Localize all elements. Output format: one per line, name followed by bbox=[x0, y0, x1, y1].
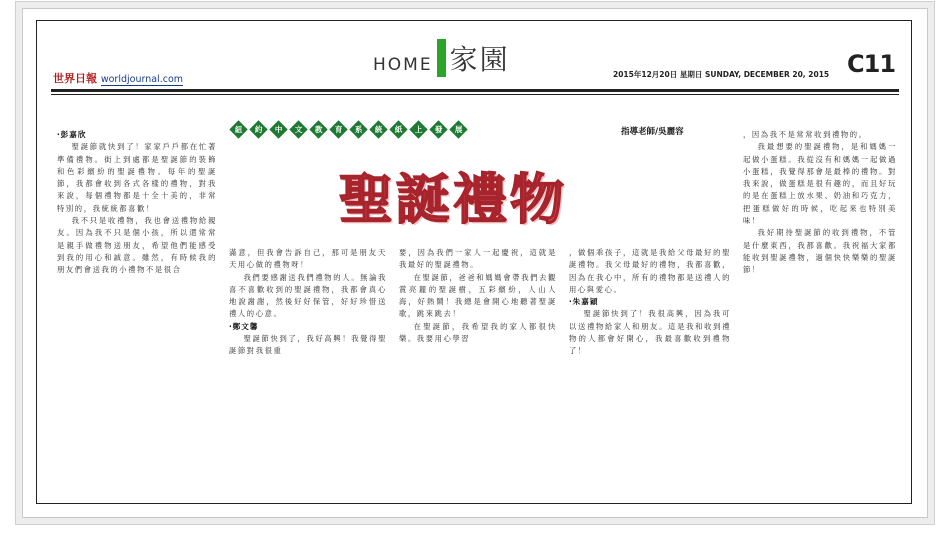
section-title: 家園 bbox=[449, 43, 510, 76]
dateline: 2015年12月20日 星期日 SUNDAY, DECEMBER 20, 2015 bbox=[613, 70, 830, 79]
banner-diamond bbox=[269, 120, 287, 138]
banner-char: 展 bbox=[454, 125, 463, 134]
article-column-2 bbox=[229, 247, 387, 499]
paragraph: 聖誕節就快到了！家家戶戶都在忙著準備禮物。街上到處都是聖誕節的裝飾和色彩繽紛的聖誕禮物。每年的聖誕節，我都會收到各式各樣的禮物，對我來說，每個禮物都是十全十美的，非常特別的，我統統都喜歡！ bbox=[57, 142, 217, 213]
article-column-4 bbox=[569, 247, 731, 499]
paragraph: ，因為我不是常常收到禮物的。 bbox=[743, 130, 868, 139]
banner-char: 發 bbox=[434, 125, 443, 134]
byline: ‧彭嘉欣 bbox=[57, 130, 87, 139]
section-header bbox=[373, 39, 510, 77]
banner-char: 育 bbox=[334, 125, 343, 134]
banner-char: 文 bbox=[294, 125, 303, 134]
teacher-credit: 指導老師/吳麗容 bbox=[621, 127, 684, 137]
paragraph: 在聖誕節，爸爸和媽媽會帶我們去觀賞亮麗的聖誕樹，五彩繽紛，人山人海，好熱鬧！我總是會開心地聽著聖誕歌，跳來跳去！ bbox=[399, 272, 557, 319]
header-rule-thin bbox=[51, 94, 899, 95]
banner-char: 統 bbox=[374, 125, 383, 134]
banner-diamond bbox=[369, 120, 387, 138]
banner-char: 約 bbox=[254, 125, 263, 134]
masthead-logo bbox=[53, 70, 183, 86]
newspaper-page bbox=[36, 20, 912, 504]
banner-char: 教 bbox=[314, 125, 323, 134]
banner-diamond bbox=[349, 120, 367, 138]
program-banner bbox=[229, 123, 468, 136]
paragraph: 我不只是收禮物，我也會送禮物給親友。因為我不只是個小孩，所以還常常是親手做禮物送朋友，希望他們能感受到我的用心和誠意。雖然，有時候我的朋友們會送我的小禮物不是很合 bbox=[57, 216, 217, 275]
paragraph: ，做個乖孩子，這就是我給父母最好的聖誕禮物。我父母最好的禮物，我都喜歡，因為在我心中，所有的禮物都是送禮人的用心與愛心。 bbox=[569, 248, 731, 294]
banner-diamond bbox=[309, 120, 327, 138]
byline: ‧朱嘉穎 bbox=[569, 297, 599, 307]
logo-text: 世界日報 bbox=[53, 72, 97, 85]
banner-diamond bbox=[229, 120, 247, 138]
section-home-label: HOME bbox=[373, 55, 433, 75]
page-number: C11 bbox=[847, 50, 896, 78]
banner-diamond bbox=[289, 120, 307, 138]
paragraph: 聖誕節快到了，我好高興！我覺得聖誕節對我很重 bbox=[229, 334, 387, 356]
section-bar bbox=[437, 39, 446, 77]
paragraph: 我最想要的聖誕禮物，是和媽媽一起做小蛋糕。我從沒有和媽媽一起做過小蛋糕，我覺得那會是最棒的禮物。對我來說，做蛋糕是很有趣的，而且好玩的是在蛋糕上放水果、奶油和巧克力，把蛋糕做好的時候，吃起來也特別美味！ bbox=[743, 142, 897, 226]
paragraph: 要，因為我們一家人一起慶祝，這就是我最好的聖誕禮物。 bbox=[399, 248, 557, 270]
banner-diamond bbox=[449, 120, 467, 138]
banner-diamond bbox=[249, 120, 267, 138]
banner-char: 紐 bbox=[234, 125, 243, 134]
logo-url: worldjournal.com bbox=[100, 74, 184, 85]
banner-char: 上 bbox=[414, 125, 423, 134]
paragraph: 我好期待聖誕節的收到禮物，不管是什麼東西，我都喜歡。我祝福大家都能收到聖誕禮物，過個快快樂樂的聖誕節！ bbox=[743, 228, 897, 275]
banner-diamond bbox=[329, 120, 347, 138]
article-column-5 bbox=[743, 129, 897, 499]
article-column-1 bbox=[57, 129, 217, 499]
paragraph: 滿意，但我會告訴自己，那可是朋友天天用心做的禮物呀！ bbox=[229, 248, 387, 270]
banner-diamond bbox=[409, 120, 427, 138]
paragraph: 聖誕節快到了！我很高興，因為我可以送禮物給家人和朋友。這是我和收到禮物的人都會好開心，我最喜歡收到禮物了！ bbox=[569, 309, 731, 356]
byline: ‧鄭文馨 bbox=[229, 321, 259, 331]
article-column-3 bbox=[399, 247, 557, 499]
headline: 聖誕禮物 bbox=[339, 167, 567, 231]
banner-diamond bbox=[429, 120, 447, 138]
header-rule bbox=[51, 89, 899, 92]
banner-diamond bbox=[389, 120, 407, 138]
banner-char: 中 bbox=[274, 125, 283, 134]
paragraph: 在聖誕節，我希望我的家人都很快樂。我要用心學習 bbox=[399, 321, 557, 344]
paragraph: 我們要感謝送我們禮物的人。無論我喜不喜歡收到的聖誕禮物，我都會真心地說謝謝，然後好好保管，好好珍惜送禮人的心意。 bbox=[229, 272, 387, 319]
banner-char: 紙 bbox=[394, 125, 403, 134]
banner-char: 系 bbox=[354, 125, 363, 134]
